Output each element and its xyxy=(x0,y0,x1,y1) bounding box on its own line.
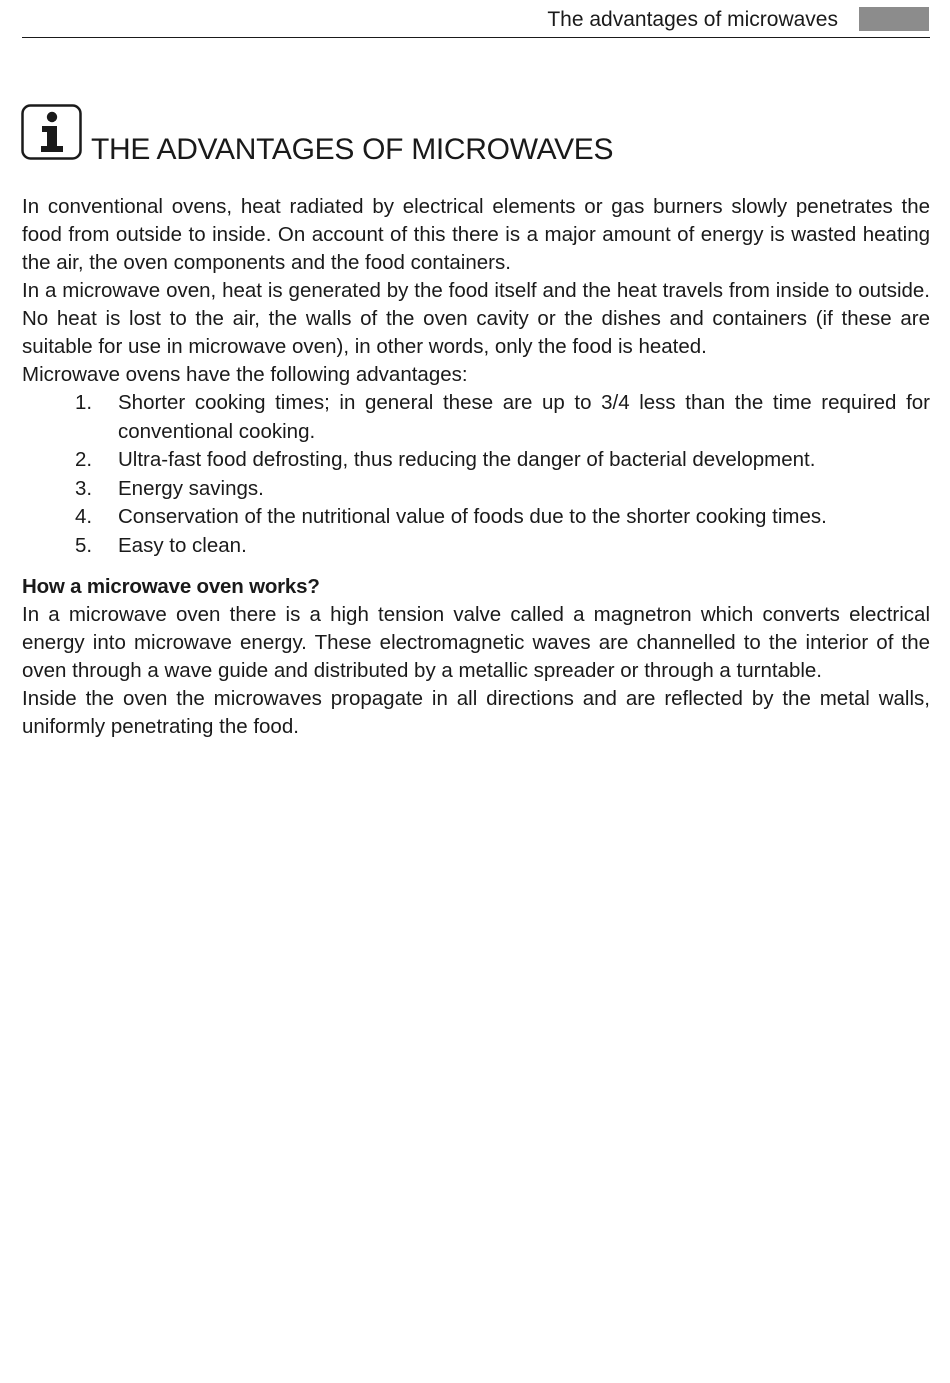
advantages-lead: Microwave ovens have the following advantages: xyxy=(22,363,468,386)
intro-paragraph: In conventional ovens, heat radiated by electrical elements or gas burners slowly penetrates the food from outside to inside. On account of this there is a major amount of energy is wasted heating the air, the oven components and the food containers. xyxy=(22,195,930,274)
how-it-works-paragraph: In a microwave oven there is a high tension valve called a magnetron which converts electrical energy into microwave energy. These electromagnetic waves are channelled to the interior of the oven through a wave guide and distributed by a metallic spreader or through a turntable. xyxy=(22,602,930,682)
subsection-heading: How a microwave oven works? xyxy=(22,574,320,598)
list-item xyxy=(22,532,930,561)
list-item xyxy=(22,446,930,475)
section-title: THE ADVANTAGES OF MICROWAVES xyxy=(91,133,614,166)
list-item-text: Ultra-fast food defrosting, thus reducing the danger of bacterial development. xyxy=(118,448,816,472)
list-number: 3. xyxy=(75,476,93,500)
list-item xyxy=(22,503,930,532)
info-icon xyxy=(21,104,82,160)
how-it-works-paragraph: Inside the oven the microwaves propagate in all directions and are reflected by the metal walls, uniformly penetrating the food. xyxy=(22,686,930,738)
header-rule xyxy=(22,37,930,38)
list-number: 4. xyxy=(75,505,93,529)
list-item-text: Shorter cooking times; in general these are up to 3/4 less than the time required for conventional cooking. xyxy=(118,391,930,443)
list-item xyxy=(22,475,930,504)
list-item xyxy=(22,389,930,446)
list-item-text: Easy to clean. xyxy=(118,533,247,557)
header-tab-block xyxy=(859,7,929,31)
list-number: 1. xyxy=(75,391,93,414)
running-title: The advantages of microwaves xyxy=(547,8,838,31)
intro-paragraph: In a microwave oven, heat is generated by the food itself and the heat travels from inside to outside. No heat is lost to the air, the walls of the oven cavity or the dishes and containers (if these are suitable for use in microwave oven), in other words, only the food is heated. xyxy=(22,279,930,358)
list-item-text: Energy savings. xyxy=(118,476,264,500)
advantages-list xyxy=(22,389,930,561)
intro-section xyxy=(22,193,930,741)
list-number: 5. xyxy=(75,533,93,557)
list-number: 2. xyxy=(75,448,93,472)
list-item-text: Conservation of the nutritional value of foods due to the shorter cooking times. xyxy=(118,505,827,529)
